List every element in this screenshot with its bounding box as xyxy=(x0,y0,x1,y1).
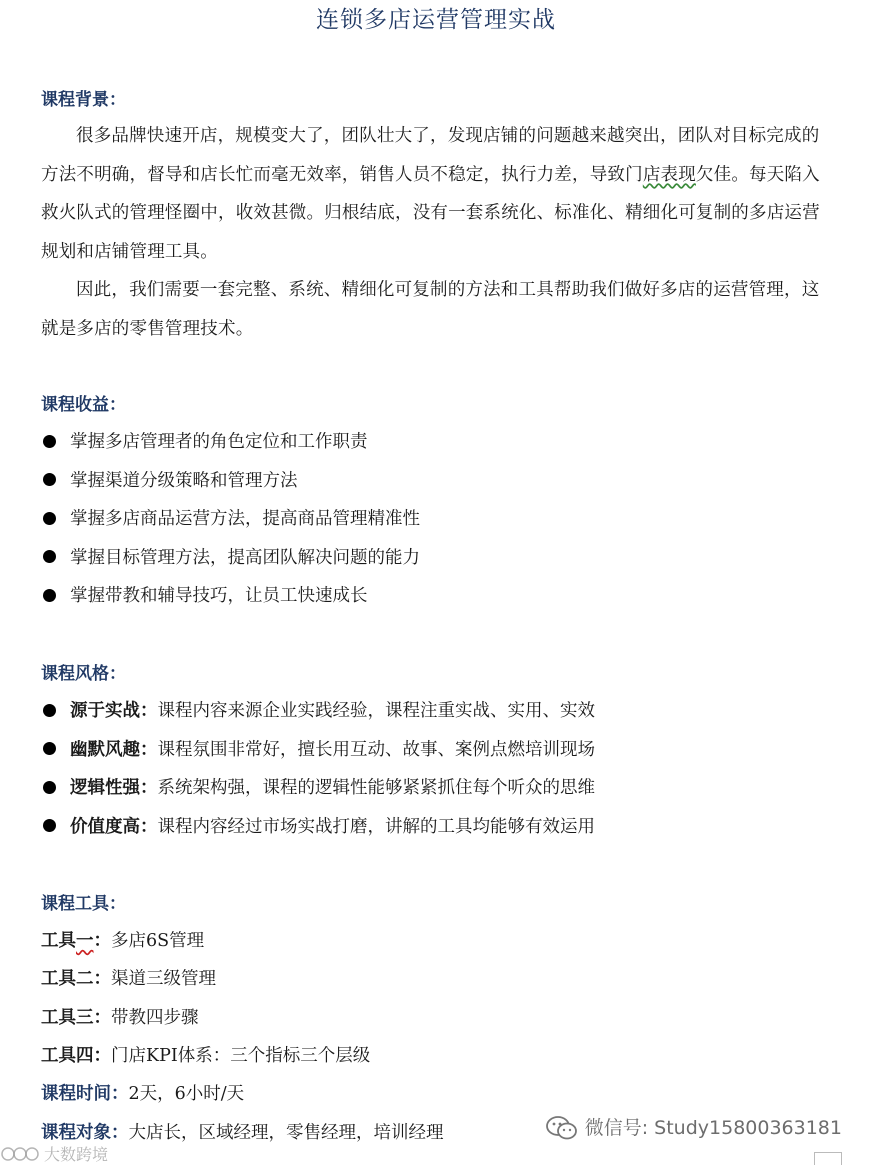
bullet-icon xyxy=(43,550,56,563)
background-paragraph-1 xyxy=(41,117,821,271)
benefits-heading: 课程收益： xyxy=(41,395,126,415)
tool-label: 工具二： xyxy=(41,969,111,989)
wechat-id: 微信号: Study15800363181 xyxy=(584,1117,842,1139)
list-item xyxy=(41,731,595,770)
style-label: 源于实战： xyxy=(70,701,158,721)
list-item xyxy=(41,769,595,808)
style-label: 逻辑性强： xyxy=(70,778,158,798)
list-item xyxy=(41,462,420,501)
tool-line-4 xyxy=(41,1044,370,1068)
tool-text: 多店6S管理 xyxy=(111,931,205,951)
background-p1-wavy: 店表现 xyxy=(642,164,696,185)
tool-text: 门店KPI体系：三个指标三个层级 xyxy=(111,1046,371,1066)
benefit-text: 掌握渠道分级策略和管理方法 xyxy=(70,470,298,491)
page-corner-mark xyxy=(814,1152,842,1165)
tool-label-wavy: 一 xyxy=(76,931,94,951)
tools-heading: 课程工具： xyxy=(41,894,126,914)
benefit-text: 掌握带教和辅导技巧，让员工快速成长 xyxy=(70,586,368,606)
style-list xyxy=(41,692,595,846)
audience-text: 大店长，区域经理，零售经理，培训经理 xyxy=(128,1123,444,1143)
bullet-icon xyxy=(43,589,56,602)
tool-line-1 xyxy=(41,929,204,953)
tool-line-2 xyxy=(41,967,216,991)
time-label: 课程时间： xyxy=(41,1084,129,1104)
tool-label-colon: ： xyxy=(93,931,111,951)
bullet-icon xyxy=(43,781,56,794)
list-item xyxy=(41,423,420,462)
benefit-text: 掌握多店管理者的角色定位和工作职责 xyxy=(70,432,368,452)
bullet-icon xyxy=(43,742,56,755)
bullet-icon xyxy=(43,704,56,717)
bullet-icon xyxy=(43,819,56,832)
tool-label: 工具三： xyxy=(41,1008,111,1028)
logo-icon xyxy=(0,1144,40,1164)
benefit-text: 掌握目标管理方法，提高团队解决问题的能力 xyxy=(70,547,420,568)
bullet-icon xyxy=(43,512,56,525)
course-time xyxy=(41,1082,244,1106)
time-text: 2天，6小时/天 xyxy=(128,1084,245,1104)
audience-label: 课程对象： xyxy=(41,1123,129,1143)
background-p1-text-b: 欠佳。每天陷入救火队式的管理怪圈中，收效甚微。归根结底，没有一套系统化、标准化、精细化可复制的多店运营规划和店铺管理工具。 xyxy=(41,164,820,262)
background-paragraph-2: 因此，我们需要一套完整、系统、精细化可复制的方法和工具帮助我们做好多店的运营管理，这就是多店的零售管理技术。 xyxy=(41,280,820,339)
tool-label: 工具 xyxy=(41,931,76,951)
style-label: 幽默风趣： xyxy=(70,739,158,760)
tool-text: 带教四步骤 xyxy=(111,1008,199,1028)
benefit-text: 掌握多店商品运营方法，提高商品管理精准性 xyxy=(70,509,420,529)
tool-line-3 xyxy=(41,1006,199,1030)
style-label: 价值度高： xyxy=(70,816,158,837)
list-item xyxy=(41,808,595,847)
style-text: 系统架构强，课程的逻辑性能够紧紧抓住每个听众的思维 xyxy=(157,778,595,798)
tool-label: 工具四： xyxy=(41,1046,111,1066)
benefits-list xyxy=(41,423,420,616)
list-item xyxy=(41,577,420,616)
wechat-icon xyxy=(545,1115,579,1141)
style-text: 课程氛围非常好，擅长用互动、故事、案例点燃培训现场 xyxy=(157,739,595,760)
bullet-icon xyxy=(43,435,56,448)
tool-text: 渠道三级管理 xyxy=(111,969,216,989)
background-heading: 课程背景： xyxy=(41,90,126,110)
style-text: 课程内容经过市场实战打磨，讲解的工具均能够有效运用 xyxy=(157,816,595,837)
site-watermark xyxy=(0,1142,108,1165)
background-p1-text-a: 很多品牌快速开店，规模变大了，团队壮大了，发现店铺的问题越来越突出，团队对目标完成的方法不明确，督导和店长忙而毫无效率，销售人员不稳定，执行力差，导致门 xyxy=(41,126,820,185)
document-title: 连锁多店运营管理实战 xyxy=(316,7,556,33)
list-item xyxy=(41,692,595,731)
list-item xyxy=(41,539,420,578)
wechat-watermark xyxy=(545,1114,842,1142)
list-item xyxy=(41,500,420,539)
site-watermark-text: 大数跨境 xyxy=(44,1145,109,1164)
bullet-icon xyxy=(43,473,56,486)
style-text: 课程内容来源企业实践经验，课程注重实战、实用、实效 xyxy=(157,701,595,721)
style-heading: 课程风格： xyxy=(41,664,126,684)
